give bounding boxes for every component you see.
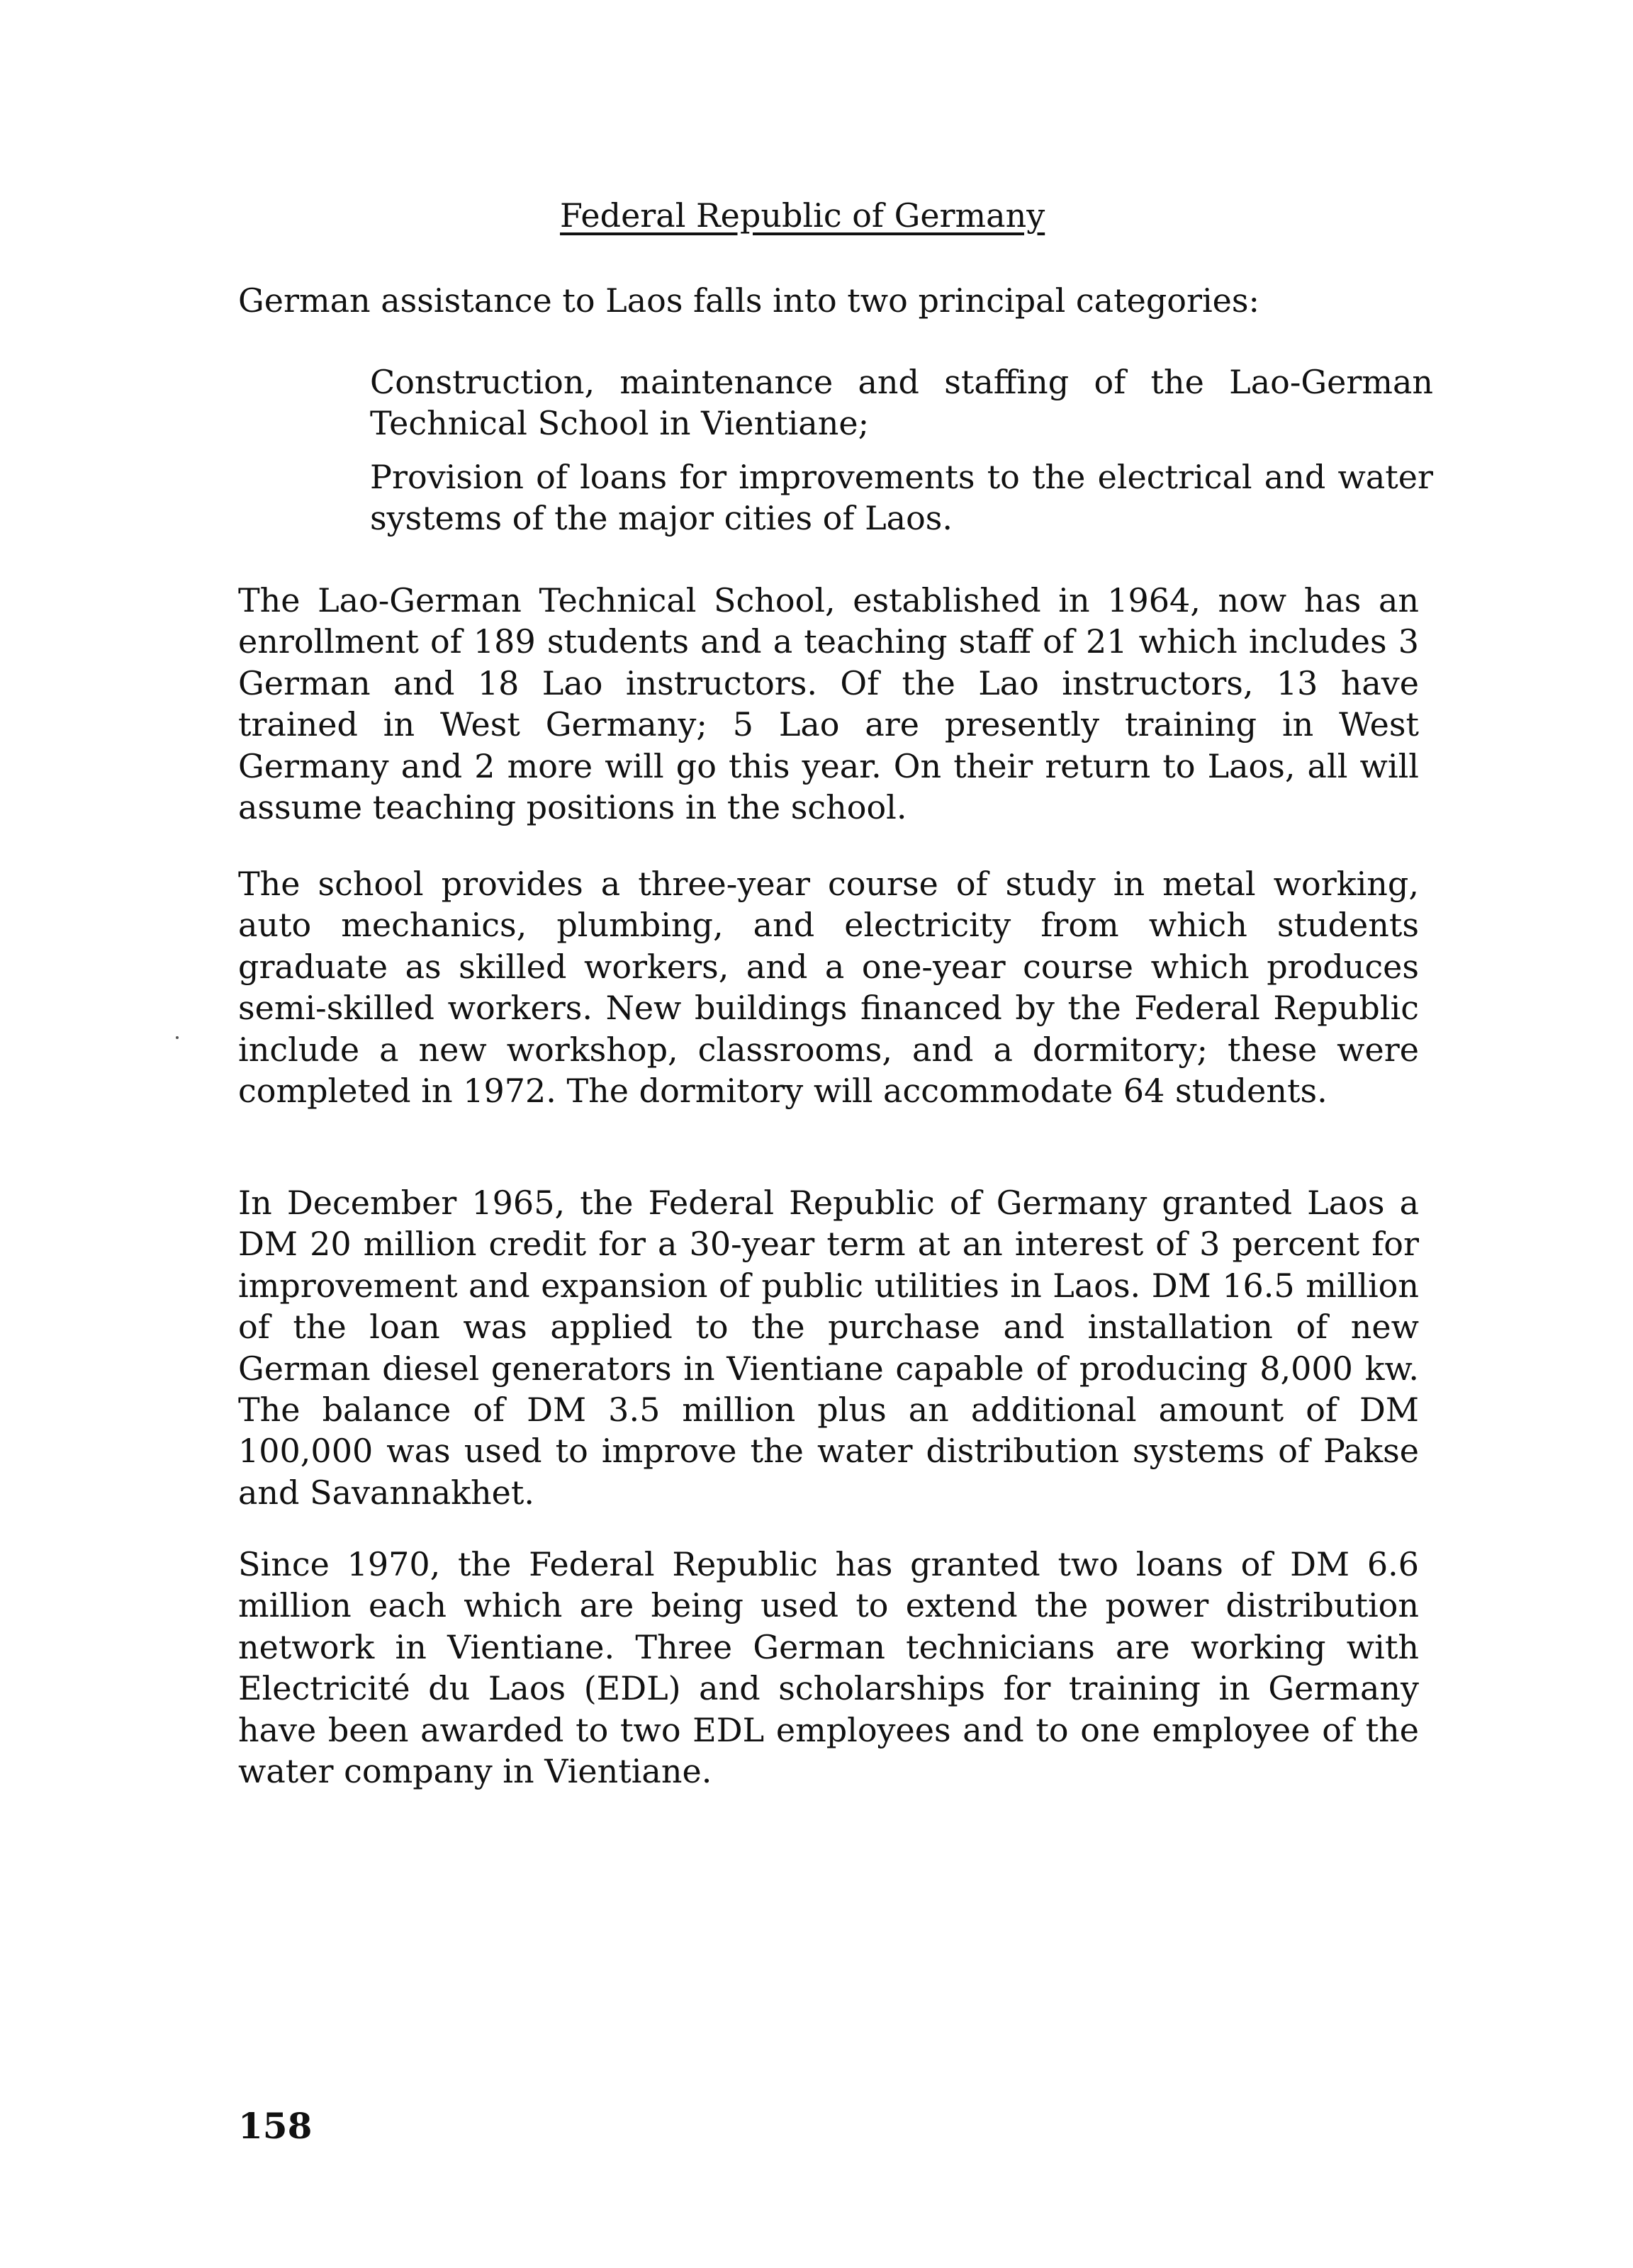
intro-sentence: German assistance to Laos falls into two principal categories:: [238, 281, 1259, 320]
paragraph-1970-loans: Since 1970, the Federal Republic has granted two loans of DM 6.6 million each which are being used to extend the power distribution network in Vientiane. Three German technicians are working with Electricité du Laos (EDL) and scholarships for training in Germany have been awarded to two EDL employees and to one employee of the water company in Vientiane.: [238, 1545, 1419, 1791]
page-number: 158: [238, 2105, 313, 2147]
category-item-school: Construction, maintenance and staffing of the Lao-German Technical School in Vientiane;: [370, 363, 1433, 442]
category-item-loans: Provision of loans for improvements to the electrical and water systems of the major cities of Laos.: [370, 458, 1433, 537]
paragraph-1965-credit: In December 1965, the Federal Republic of Germany granted Laos a DM 20 million credit for a 30-year term at an interest of 3 percent for improvement and expansion of public utilities in Laos. DM 16.5 million of the loan was applied to the purchase and installation of new German diesel generators in Vientiane capable of producing 8,000 kw. The balance of DM 3.5 million plus an additional amount of DM 100,000 was used to improve the water distribution systems of Pakse and Savannakhet.: [238, 1184, 1419, 1512]
page-title: Federal Republic of Germany: [560, 196, 1045, 235]
paragraph-technical-school: The Lao-German Technical School, established in 1964, now has an enrollment of 189 students and a teaching staff of 21 which includes 3 German and 18 Lao instructors. Of the Lao instructors, 13 have trained in West Germany; 5 Lao are presently training in West Germany and 2 more will go this year. On their return to Laos, all will assume teaching positions in the school.: [238, 581, 1419, 827]
paragraph-school-courses: The school provides a three-year course of study in metal working, auto mechanics, plumbing, and electricity from which students graduate as skilled workers, and a one-year course which produces semi-skilled workers. New buildings financed by the Federal Republic include a new workshop, classrooms, and a dormitory; these were completed in 1972. The dormitory will accommodate 64 students.: [238, 865, 1419, 1111]
scan-speck: [176, 1036, 179, 1039]
